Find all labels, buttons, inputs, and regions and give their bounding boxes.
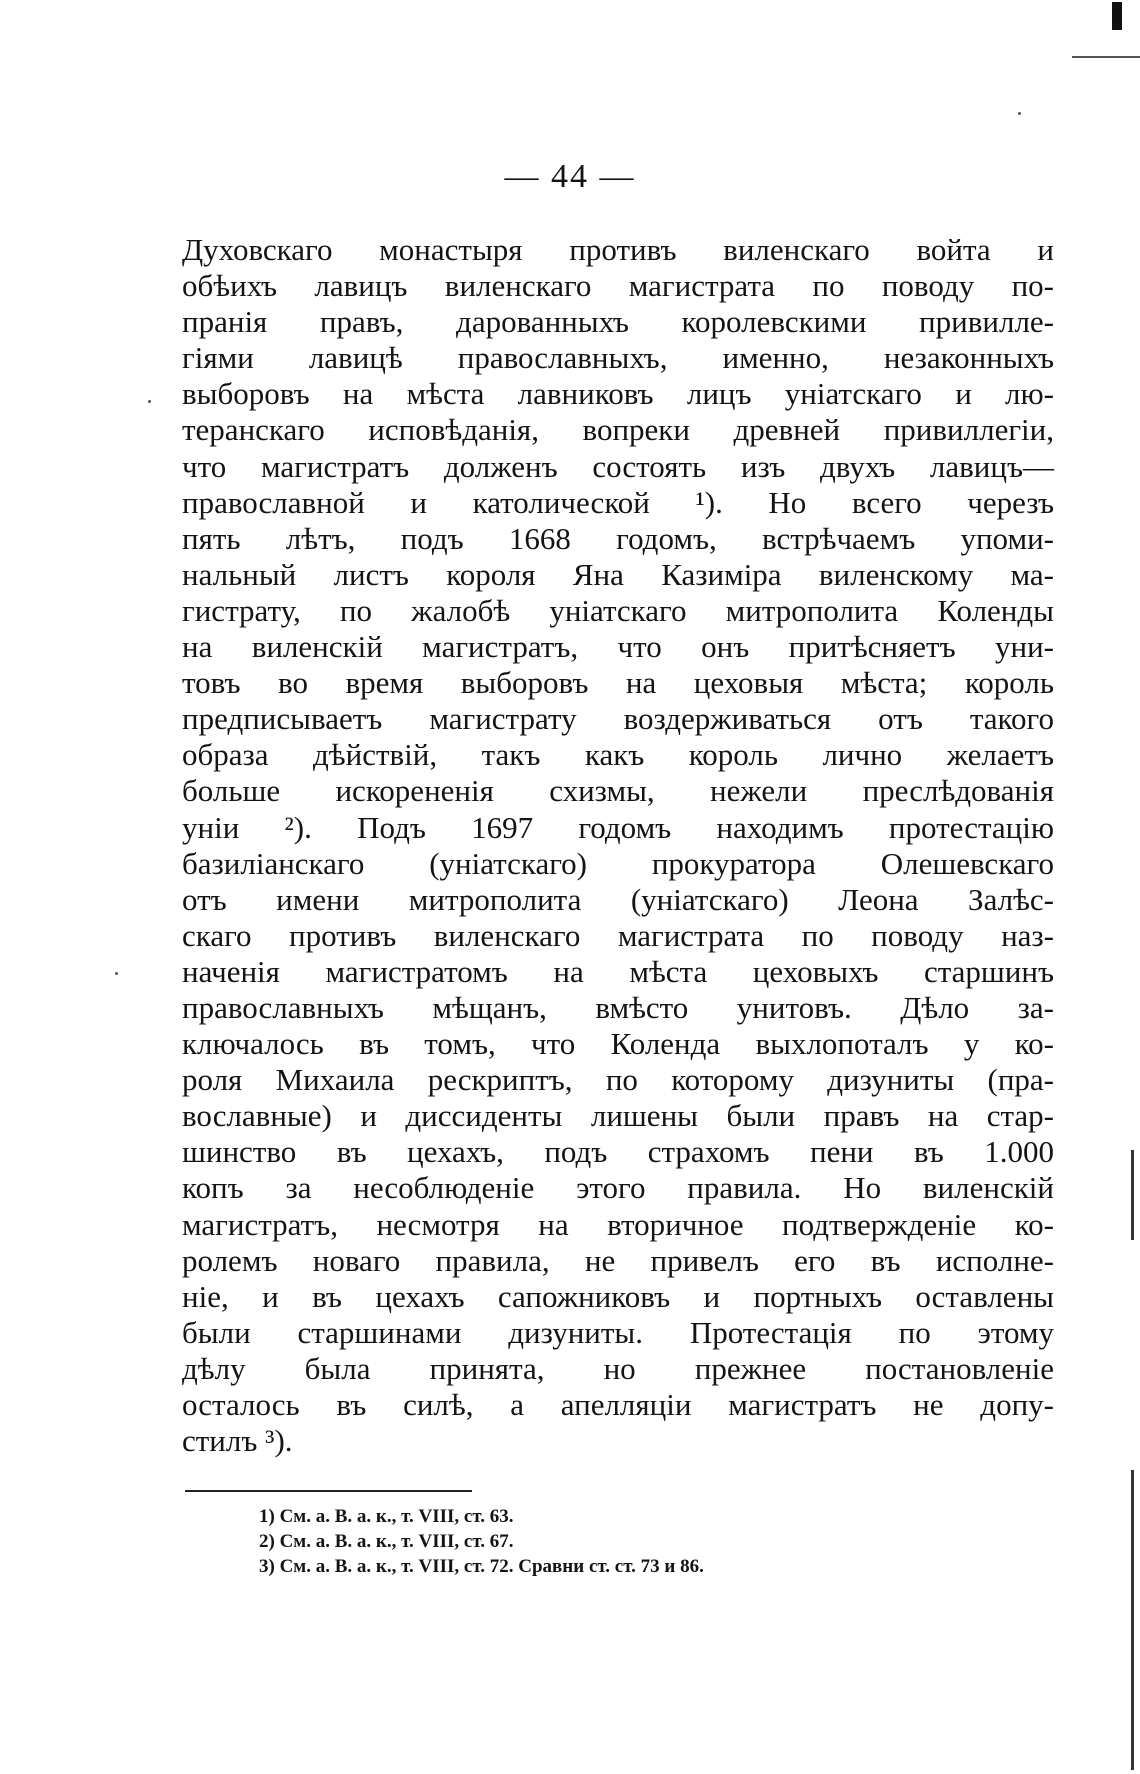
- text-line: копъ за несоблюденіе этого правила. Но виленскій: [182, 1170, 1054, 1206]
- text-line: на виленскій магистратъ, что онъ притѣсняетъ уни-: [182, 629, 1054, 665]
- text-line: Духовскаго монастыря противъ виленскаго войта и: [182, 232, 1054, 267]
- text-line: были старшинами дизуниты. Протестація по этому: [182, 1314, 1054, 1350]
- text-line: скаго противъ виленскаго магистрата по поводу наз-: [182, 917, 1054, 953]
- text-line: магистратъ, несмотря на вторичное подтвержденіе ко-: [182, 1206, 1054, 1242]
- scan-edge-mark: [1112, 2, 1122, 30]
- body-text: [182, 232, 1054, 1459]
- text-line: отъ имени митрополита (уніатскаго) Леона Залѣс-: [182, 881, 1054, 917]
- text-line: товъ во время выборовъ на цеховыя мѣста; король: [182, 665, 1054, 701]
- text-line: больше искорененія схизмы, нежели преслѣдованія: [182, 773, 1054, 809]
- footnote-3: 3) См. а. В. а. к., т. VIII, ст. 72. Сравни ст. ст. 73 и 86.: [259, 1556, 704, 1577]
- footnotes: [259, 1504, 1039, 1579]
- footnote-1: 1) См. а. В. а. к., т. VIII, ст. 63.: [259, 1506, 514, 1527]
- text-line: наченія магистратомъ на мѣста цеховыхъ старшинъ: [182, 953, 1054, 989]
- text-line: предписываетъ магистрату воздерживаться отъ такого: [182, 701, 1054, 737]
- text-line: стилъ ³).: [182, 1423, 293, 1459]
- text-line: выборовъ на мѣста лавниковъ лицъ уніатскаго и лю-: [182, 376, 1054, 412]
- text-line: роля Михаила рескриптъ, по которому дизуниты (пра-: [182, 1062, 1054, 1098]
- text-line: пранія правъ, дарованныхъ королевскими привилле-: [182, 304, 1054, 340]
- text-line: образа дѣйствій, такъ какъ король лично желаетъ: [182, 737, 1054, 773]
- text-line: шинство въ цехахъ, подъ страхомъ пени въ 1.000: [182, 1134, 1054, 1170]
- text-line: нальный листъ короля Яна Казиміра виленскому ма-: [182, 556, 1054, 592]
- text-line: гіями лавицѣ православныхъ, именно, незаконныхъ: [182, 340, 1054, 376]
- scan-speck: [115, 972, 118, 975]
- scan-edge-dash: [1072, 56, 1140, 58]
- text-line: уніи ²). Подъ 1697 годомъ находимъ протестацію: [182, 809, 1054, 845]
- text-line: базиліанскаго (уніатскаго) прокуратора Олешевскаго: [182, 845, 1054, 881]
- footnote-rule: [185, 1490, 472, 1492]
- scan-speck: [1018, 112, 1021, 115]
- text-line: дѣлу была принята, но прежнее постановленіе: [182, 1350, 1054, 1386]
- text-line: православной и католической ¹). Но всего черезъ: [182, 484, 1054, 520]
- text-line: теранскаго исповѣданія, вопреки древней привиллегіи,: [182, 412, 1054, 448]
- text-line: что магистратъ долженъ состоять изъ двухъ лавицъ—: [182, 448, 1054, 484]
- text-line: гистрату, по жалобѣ уніатскаго митрополита Коленды: [182, 592, 1054, 628]
- text-line: ніе, и въ цехахъ сапожниковъ и портныхъ оставлены: [182, 1278, 1054, 1314]
- scan-speck: [148, 400, 151, 403]
- scan-edge-line: [1131, 1470, 1134, 1770]
- text-line: ключалось въ томъ, что Коленда выхлопоталъ у ко-: [182, 1026, 1054, 1062]
- text-line: ролемъ новаго правила, не привелъ его въ исполне-: [182, 1242, 1054, 1278]
- text-line: православныхъ мѣщанъ, вмѣсто унитовъ. Дѣло за-: [182, 989, 1054, 1025]
- page-number: — 44 —: [504, 158, 636, 195]
- text-line: пять лѣтъ, подъ 1668 годомъ, встрѣчаемъ упоми-: [182, 520, 1054, 556]
- text-line: осталось въ силѣ, а апелляціи магистратъ не допу-: [182, 1387, 1054, 1422]
- scan-edge-line: [1131, 1150, 1134, 1240]
- footnote-2: 2) См. а. В. а. к., т. VIII, ст. 67.: [259, 1531, 514, 1552]
- text-line: вославные) и диссиденты лишены были правъ на стар-: [182, 1098, 1054, 1134]
- text-line: обѣихъ лавицъ виленскаго магистрата по поводу по-: [182, 268, 1054, 304]
